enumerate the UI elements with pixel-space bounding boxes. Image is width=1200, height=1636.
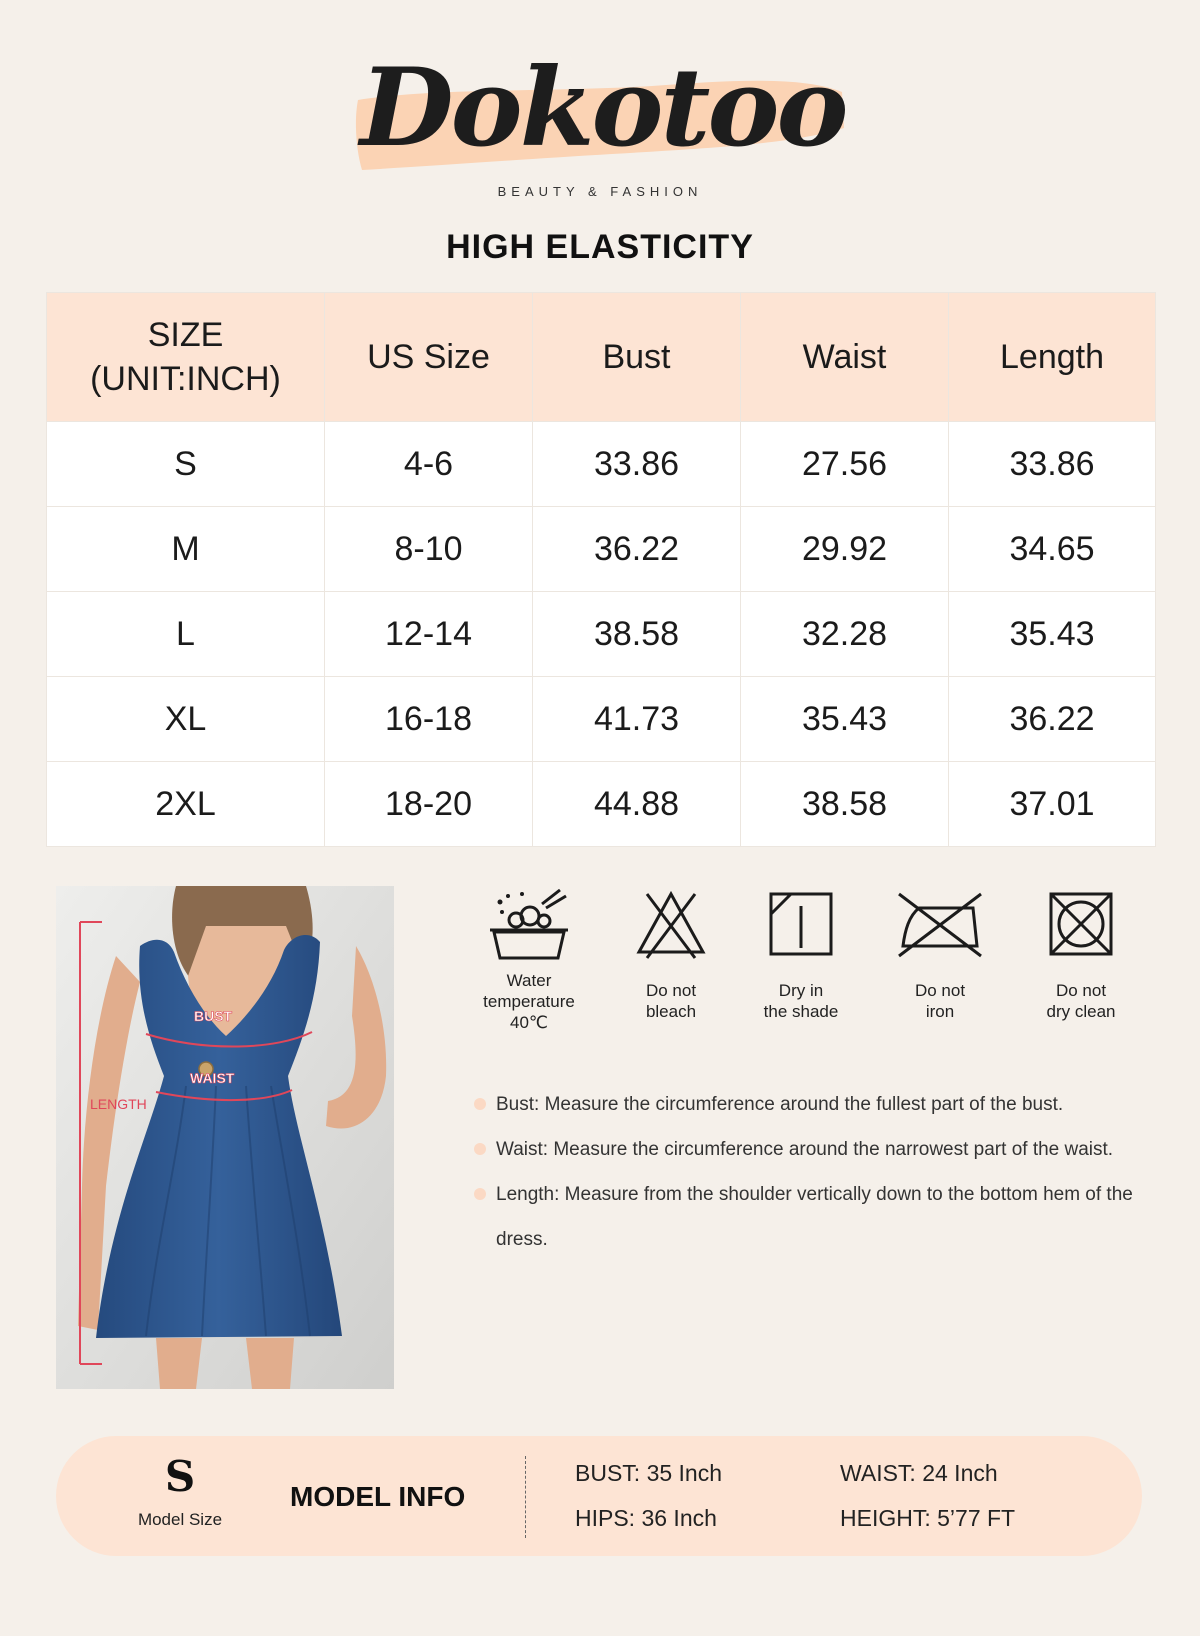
cell-bust: 44.88	[533, 762, 741, 847]
bust-label: BUST	[194, 1008, 233, 1024]
model-info-title: MODEL INFO	[290, 1481, 466, 1512]
care-no-iron	[875, 886, 1005, 1022]
cell-size: XL	[47, 677, 325, 762]
cell-bust: 41.73	[533, 677, 741, 762]
care-no-bleach	[606, 886, 736, 1022]
water-temperature-icon	[486, 886, 572, 962]
cell-size: M	[47, 507, 325, 592]
model-info-divider	[525, 1456, 526, 1538]
model-size-caption: Model Size	[137, 1510, 223, 1529]
no-iron-icon	[895, 886, 985, 962]
note-bust: Bust: Measure the circumference around the fullest part of the bust.	[474, 1082, 1144, 1127]
note-waist: Waist: Measure the circumference around the narrowest part of the waist.	[474, 1127, 1144, 1172]
cell-us-size: 12-14	[325, 592, 533, 677]
table-row	[47, 507, 1156, 592]
care-label: Do not bleach	[645, 981, 697, 1021]
cell-us-size: 4-6	[325, 422, 533, 507]
waist-label: WAIST	[190, 1070, 235, 1086]
cell-us-size: 18-20	[325, 762, 533, 847]
brand-logo: Dokotoo	[360, 45, 846, 171]
cell-bust: 36.22	[533, 507, 741, 592]
care-label: Do not dry clean	[1046, 981, 1116, 1021]
cell-size: S	[47, 422, 325, 507]
cell-bust: 38.58	[533, 592, 741, 677]
header-waist: Waist	[741, 293, 949, 422]
care-label: Dry in the shade	[763, 981, 839, 1021]
cell-waist: 32.28	[741, 592, 949, 677]
cell-length: 34.65	[949, 507, 1156, 592]
table-row	[47, 677, 1156, 762]
cell-waist: 38.58	[741, 762, 949, 847]
header-size: SIZE (UNIT:INCH)	[47, 293, 325, 422]
cell-length: 35.43	[949, 592, 1156, 677]
brand-tagline: BEAUTY & FASHION	[497, 184, 703, 199]
care-no-dry-clean	[1016, 886, 1146, 1022]
length-label: LENGTH	[90, 1096, 147, 1112]
measure-notes	[474, 1082, 1144, 1262]
cell-length: 36.22	[949, 677, 1156, 762]
table-row	[47, 762, 1156, 847]
cell-waist: 27.56	[741, 422, 949, 507]
table-header-row	[47, 293, 1156, 422]
cell-us-size: 8-10	[325, 507, 533, 592]
cell-size: 2XL	[47, 762, 325, 847]
cell-us-size: 16-18	[325, 677, 533, 762]
header-us-size: US Size	[325, 293, 533, 422]
cell-bust: 33.86	[533, 422, 741, 507]
cell-size: L	[47, 592, 325, 677]
page-heading: HIGH ELASTICITY	[446, 228, 754, 266]
cell-length: 33.86	[949, 422, 1156, 507]
care-label: Water temperature 40℃	[483, 971, 575, 1032]
header-bust: Bust	[533, 293, 741, 422]
table-row	[47, 592, 1156, 677]
size-chart-table	[46, 292, 1156, 847]
note-length: Length: Measure from the shoulder vertically down to the bottom hem of the dress.	[474, 1172, 1144, 1262]
care-water-temperature	[464, 886, 594, 1033]
table-row	[47, 422, 1156, 507]
model-size-value: S	[164, 1452, 196, 1501]
no-dry-clean-icon	[1043, 886, 1119, 962]
model-waist: WAIST: 24 Inch	[840, 1460, 998, 1486]
model-hips: HIPS: 36 Inch	[575, 1505, 717, 1531]
cell-waist: 35.43	[741, 677, 949, 762]
model-bust: BUST: 35 Inch	[575, 1460, 723, 1486]
care-label: Do not iron	[914, 981, 966, 1021]
cell-waist: 29.92	[741, 507, 949, 592]
no-bleach-icon	[633, 886, 709, 962]
model-photo	[56, 886, 394, 1389]
model-height: HEIGHT: 5’77 FT	[840, 1505, 1016, 1531]
care-dry-in-shade	[736, 886, 866, 1022]
header-length: Length	[949, 293, 1156, 422]
cell-length: 37.01	[949, 762, 1156, 847]
dry-in-shade-icon	[763, 886, 839, 962]
